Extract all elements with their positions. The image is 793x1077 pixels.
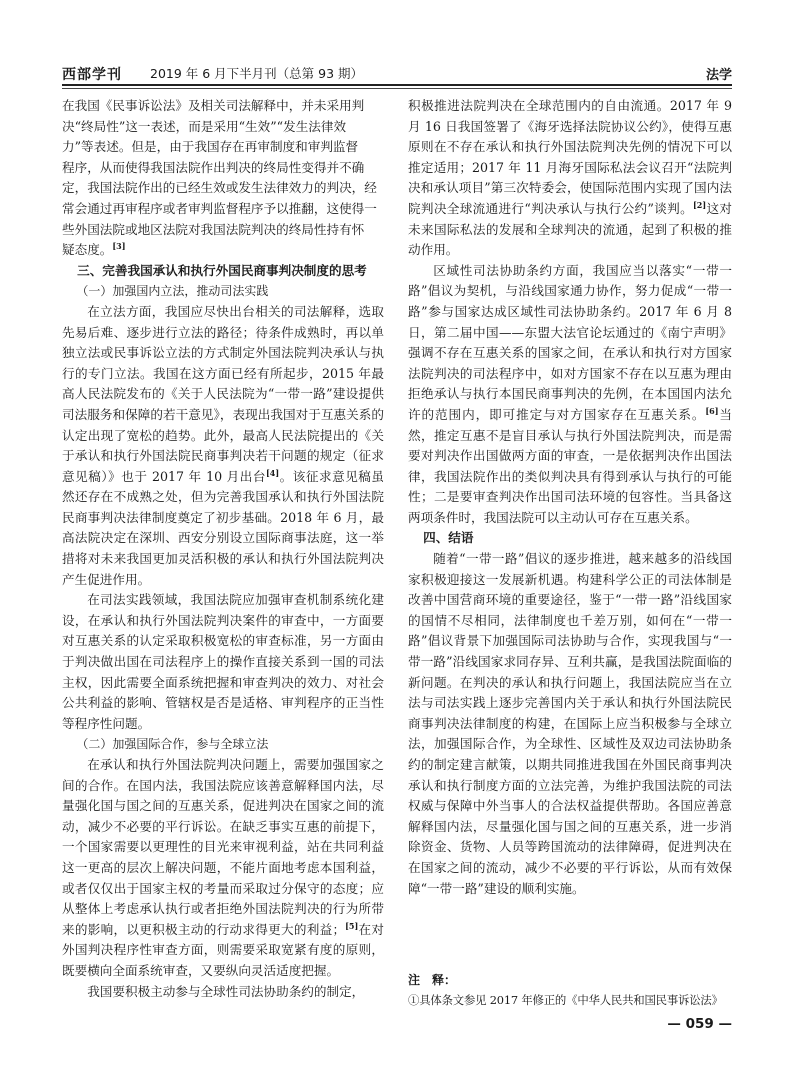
paragraph-judicial-practice: 在司法实践领域，我国法院应加强审查机制系统化建设，在承认和执行外国法院判决案件的审查中，一方面要对互惠关系的认定采取积极宽松的审查标准，另一方面由于判决做出国在司法程序上的操作直接关系到一国的司法主权，因此需要全面系统把握和审查判决的效力、对社会公共利益的影响、管辖权是否是适格、审判程序的正当性等程序性问题。 — [62, 592, 384, 731]
subheading-international-cooperation: （二）加强国际合作，参与全球立法 — [76, 737, 269, 752]
text-run: 在立法方面，我国应尽快出台相关的司法解释，选取先易后难、逐步进行立法的路径；待条件成熟时，再以单独立法或民事诉讼立法的方式制定外国法院判决承认与执行的专门立法。我国在这方面已经有所起步，2015 年最高人民法院发布的《关于人民法院为“一带一路”建设提供司法服务和保障的若干意见》，表现出我国对于互惠关系的认定出现了宽松的趋势。此外，最高人民法院提出的《关于承认和执行外国法院民商事判决若干问题的规定（征求意见稿）》也于 2017 年 10 月出台 — [62, 303, 384, 484]
line: 常会通过再审程序或者审判监督程序予以推翻，这使得一 — [62, 200, 377, 216]
text-run: 在对外国判决程序性审查方面，则需要采取宽紧有度的原则，既要横向全面系统审查，又要纵向灵活适度把握。 — [62, 921, 385, 978]
journal-masthead: 西部学刊 — [62, 67, 122, 83]
paragraph-regional-treaties — [408, 261, 732, 529]
text-run: 当然，推定互惠不是盲目承认与执行外国法院判决，而是需要对判决作出国做两方面的审查，一是依据判决作出国法律，我国法院作出的类似判决具有得到承认与执行的可能性；二是要审查判决作出国司法环境的包容性。当具备这两项条件时，我国法院可以主动认可存在互惠关系。 — [408, 406, 732, 525]
line: 决“终局性”这一表述，而是采用“生效”“发生法律效 — [62, 118, 347, 134]
text-run: 积极推进法院判决在全球范围内的自由流通。2017 年 9 月 16 日我国签署了《海牙选择法院协议公约》，使得互惠原则在不存在承认和执行外国法院判决先例的情况下可以推定适用；2017 年 11 月海牙国际私法会议召开“法院判决和承认项目”第三次特委会，使国际范围内实现了国内法院判决全球流通进行“判决承认与执行公约”谈判。 — [408, 98, 732, 216]
citation-ref: [2] — [693, 199, 707, 210]
line: 疑态度。 — [62, 242, 113, 258]
page-number: — 059 — — [667, 1016, 732, 1032]
note-item: ①具体条文参见 2017 年修正的《中华人民共和国民事诉讼法》 — [408, 993, 723, 1007]
line: 些外国法院或地区法院对我国法院判决的终局性持有怀 — [62, 221, 365, 237]
subheading-domestic-legislation: （一）加强国内立法，推动司法实践 — [76, 284, 269, 299]
header-rule-thin — [62, 88, 732, 89]
left-column — [62, 96, 384, 1002]
paragraph-cooperation — [62, 755, 384, 982]
line: 程序，从而使得我国法院作出判决的终局性变得并不确 — [62, 159, 365, 175]
paragraph-treaties-start: 我国要积极主动参与全球性司法协助条约的制定， — [87, 983, 365, 999]
right-column — [408, 96, 732, 899]
line: 定，我国法院作出的已经生效或发生法律效力的判决，经 — [62, 180, 377, 196]
header-rule-thick — [62, 84, 732, 86]
text-run: 在承认和执行外国法院判决问题上，需要加强国家之间的合作。在国内法，我国法院应该善意解释国内法，尽量强化国与国之间的互惠关系，促进判决在国家之间的流动，减少不必要的平行诉讼。在缺乏事实互惠的前提下，一个国家需要以更理性的目光来审视利益，站在共同利益这一更高的层次上解决问题，不能片面地考虑本国利益，或者仅仅出于国家主权的考量而采取过分保守的态度；应从整体上考虑承认执行或者拒绝外国法院判决的行为所带来的影响，以更积极主动的行动求得更大的利益； — [62, 757, 384, 937]
issue-info: 2019 年 6 月下半月刊（总第 93 期） — [150, 66, 364, 81]
line: 在我国《民事诉讼法》及相关司法解释中，并未采用判 — [62, 98, 365, 113]
citation-ref: [6] — [705, 405, 719, 416]
running-header — [62, 62, 732, 84]
paragraph-legislation — [62, 302, 384, 590]
section-label: 法学 — [705, 68, 732, 83]
paragraph-conclusion: 随着“一带一路”倡议的逐步推进，越来越多的沿线国家积极迎接这一发展新机遇。构建科学公正的司法体制是改善中国营商环境的重要途径，鉴于“一带一路”沿线国家的国情不尽相同，法律制度也千差万别，如何在“一带一路”倡议背景下加强国际司法协助与合作，实现我国与“一带一路”沿线国家求同存异、互利共赢，是我国法院面临的新问题。在判决的承认和执行问题上，我国法院应当在立法与司法实践上逐步完善国内关于承认和执行外国法院民商事判决法律制度的构建，在国际上应当积极参与全球立法，加强国际合作，为全球性、区域性及双边司法协助条约的制定建言献策，以期共同推进我国在外国民商事判决承认和执行制度方面的立法完善，为维护我国法院的司法权威与保障中外当事人的合法权益提供帮助。各国应善意解释国内法，尽量强化国与国之间的互惠关系，进一步消除资金、货物、人员等跨国流动的法律障碍，促进判决在在国家之间的流动，减少不必要的平行诉讼，从而有效保障“一带一路”建设的顺利实施。 — [408, 551, 732, 896]
notes-section — [408, 970, 732, 1010]
line: 力”等表述。但是，由于我国存在再审制度和审判监督 — [62, 139, 359, 155]
text-run: 这对未来国际私法的发展和全球判决的流通，起到了积极的推动作用。 — [408, 200, 732, 258]
section-heading-3: 三、完善我国承认和执行外国民商事判决制度的思考 — [77, 262, 367, 278]
section-heading-4: 四、结语 — [423, 530, 474, 546]
citation-ref: [4] — [266, 467, 280, 478]
paragraph-finality — [62, 96, 384, 261]
paragraph-treaties-cont — [408, 96, 732, 261]
text-run: 。该征求意见稿虽然还存在不成熟之处，但为完善我国承认和执行外国法院民商事判决法律制度奠定了初步基础。2018 年 6 月，最高法院决定在深圳、西安分别设立国际商事法庭，这一举措将对未来我国更加灵活积极的承认和执行外国法院判决产生促进作用。 — [62, 468, 385, 587]
citation-ref: [3] — [112, 240, 126, 251]
notes-title: 注 释： — [408, 973, 457, 987]
text-run: 区域性司法协助条约方面，我国应当以落实“一带一路”倡议为契机，与沿线国家通力协作，努力促成“一带一路”参与国家达成区域性司法协助条约。2017 年 6 月 8 日，第二届中国——东盟大法官论坛通过的《南宁声明》强调不存在互惠关系的国家之间，在承认和执行对方国家法院判决的司法程序中，如对方国家不存在以互惠为理由拒绝承认与执行本国民商事判决的先例，在本国国内法允许的范围内，即可推定与对方国家存在互惠关系。 — [408, 262, 732, 422]
citation-ref: [5] — [345, 920, 359, 931]
